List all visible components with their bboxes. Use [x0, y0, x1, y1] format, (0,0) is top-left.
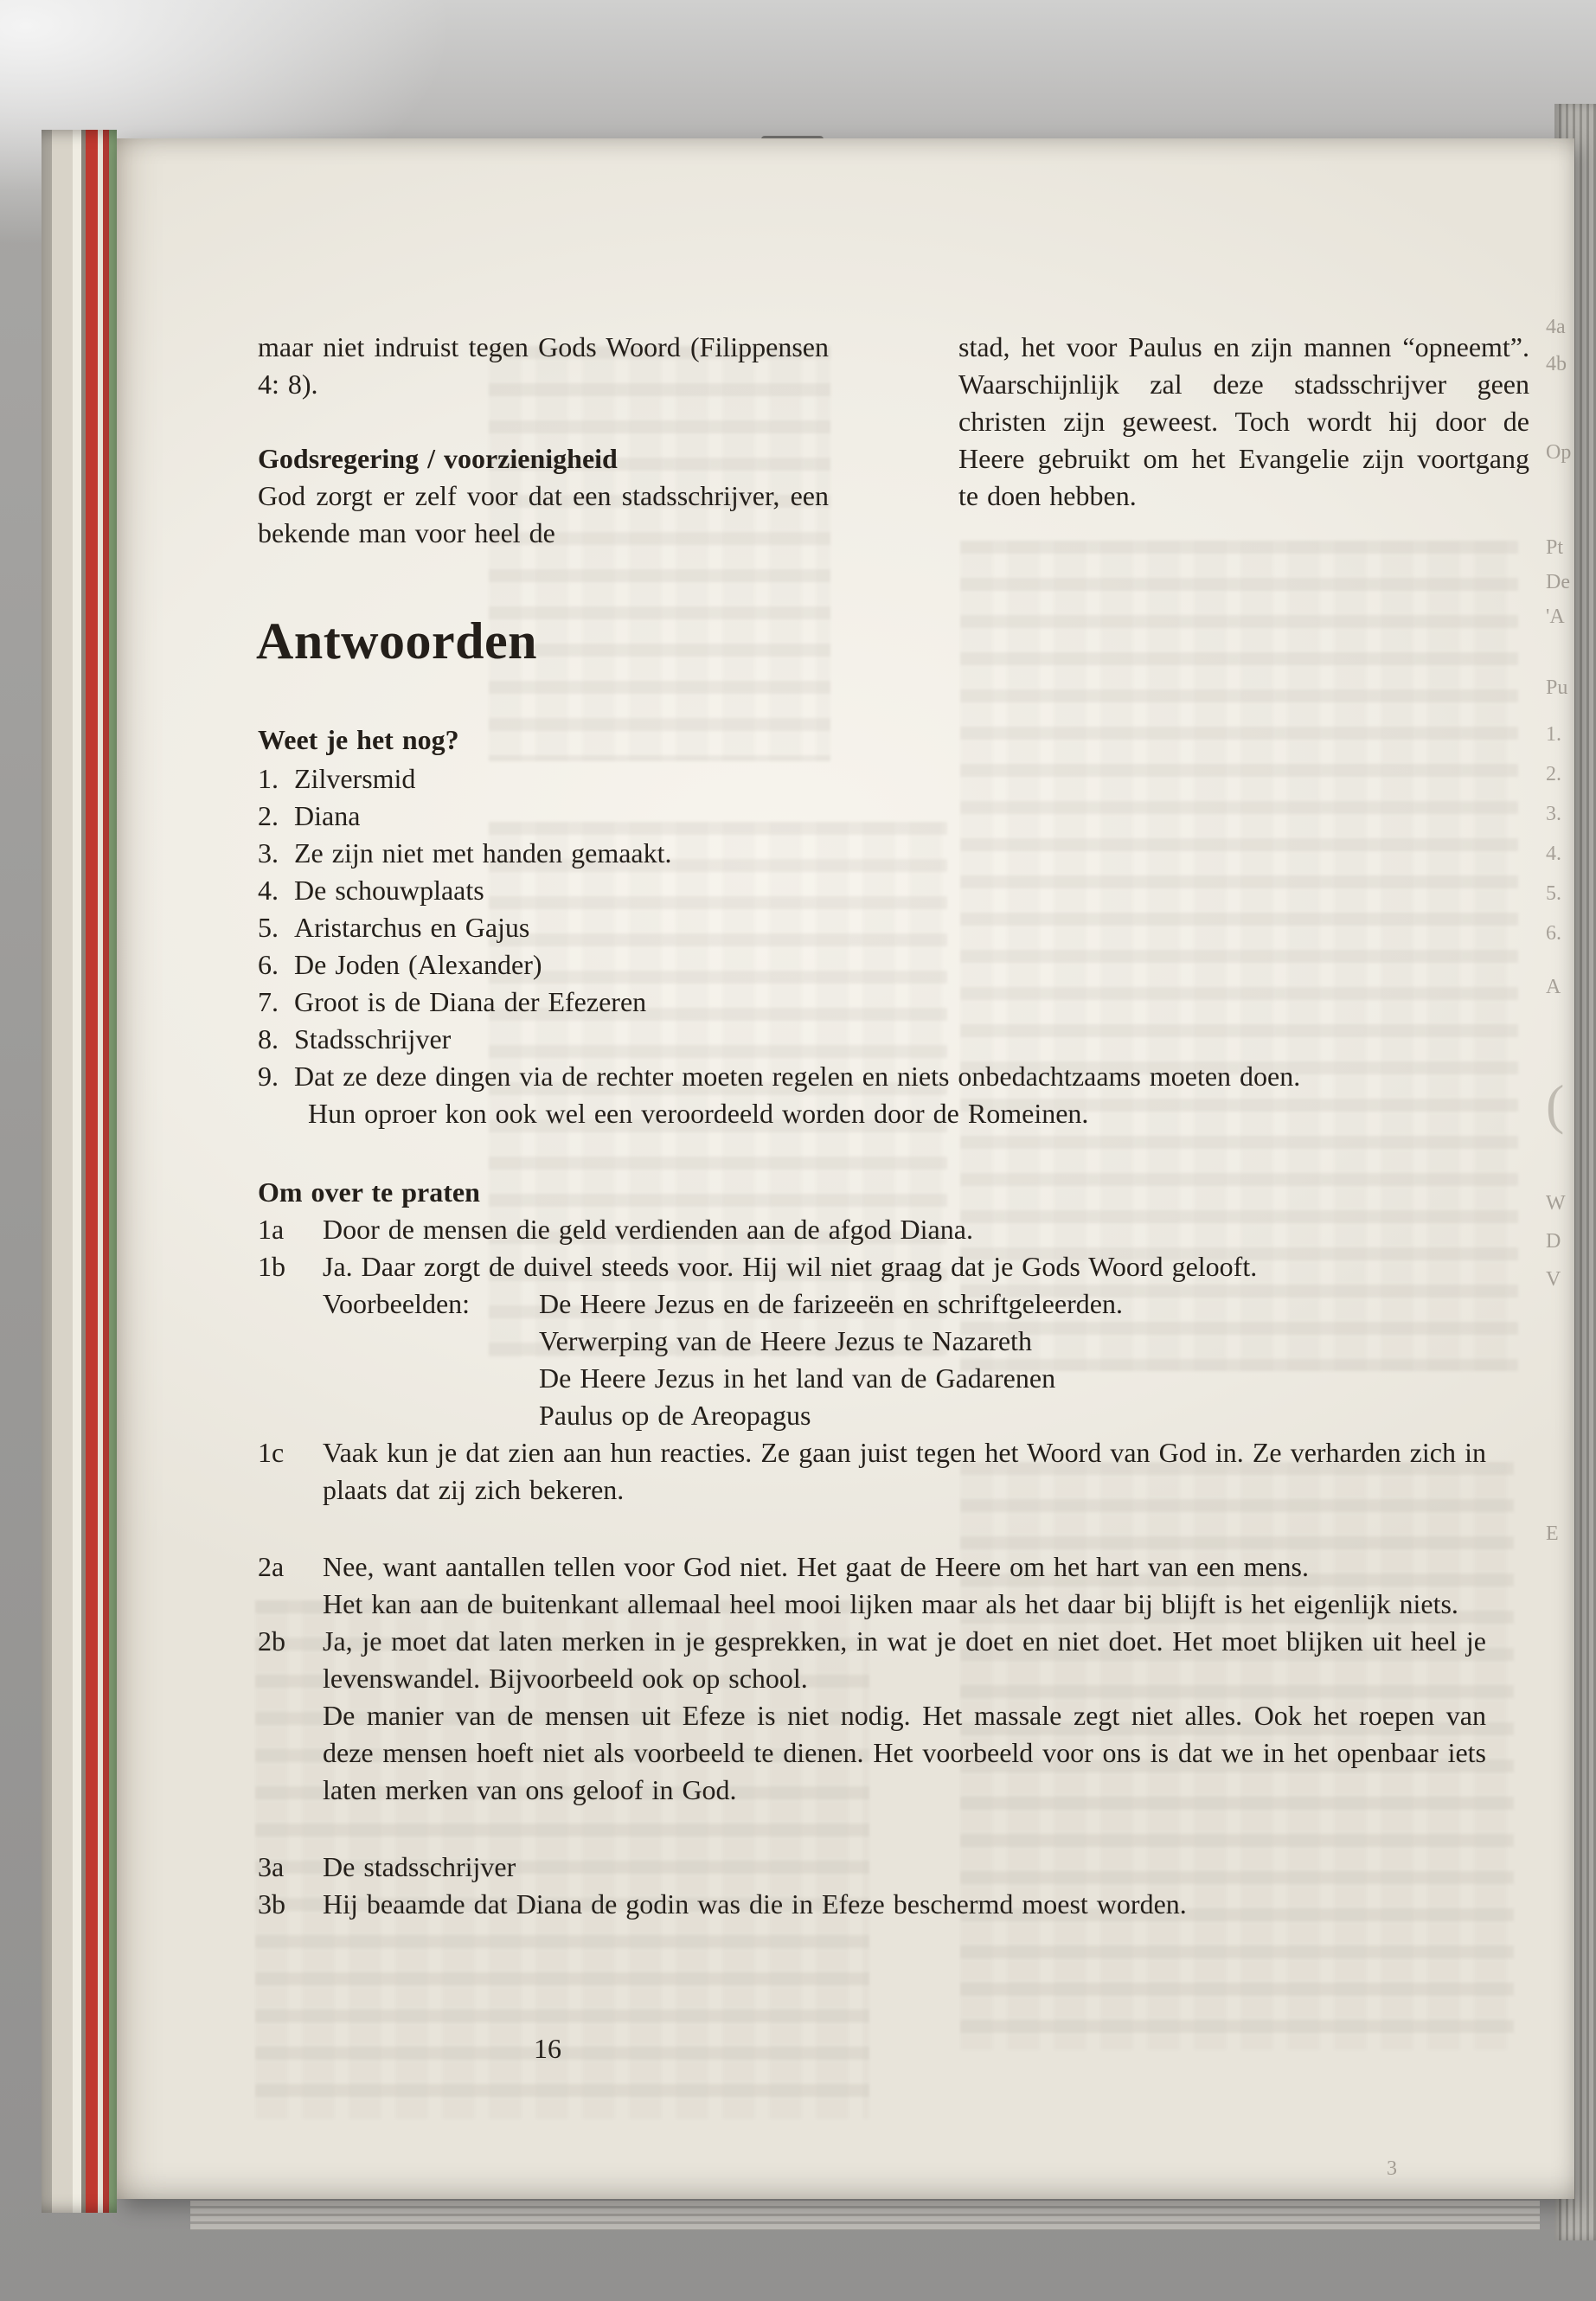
list-item: [258, 1021, 1529, 1058]
list-text: Dat ze deze dingen via de rechter moeten regelen en niets onbedachtzaams moeten doen.: [294, 1061, 1301, 1092]
page-content: [258, 329, 1529, 1923]
list-item: [258, 909, 1529, 946]
qa-body: [323, 1886, 1486, 1923]
qa-item: [258, 1849, 1529, 1886]
margin-mark: D: [1546, 1230, 1561, 1253]
list-text: Ze zijn niet met handen gemaakt.: [294, 837, 672, 868]
list-item: [258, 798, 1529, 835]
list-text: Aristarchus en Gajus: [294, 912, 530, 943]
list-number: 8.: [258, 1023, 279, 1054]
qa-label: 3b: [258, 1888, 285, 1920]
qa-body: [323, 1211, 1486, 1248]
examples-label: Voorbeelden:: [323, 1288, 471, 1319]
qa-item: [258, 1886, 1529, 1923]
margin-mark: 3.: [1546, 803, 1561, 825]
qa-label: 2b: [258, 1625, 285, 1657]
qa-label: 3a: [258, 1851, 285, 1882]
list-number: 2.: [258, 800, 279, 831]
list-item: [258, 872, 1529, 909]
qa-item: [258, 1211, 1529, 1248]
list-item: [258, 1058, 1529, 1095]
list-number: 6.: [258, 949, 279, 980]
book-spine: [42, 130, 117, 2213]
qa-body: [323, 1434, 1486, 1509]
margin-mark: A: [1546, 976, 1561, 998]
note-paragraph: Hun oproer kon ook wel een veroordeeld worden door de Romeinen.: [308, 1098, 1089, 1129]
qa-body: [323, 1623, 1486, 1809]
qa-item: [258, 1623, 1529, 1809]
example-line: Verwerping van de Heere Jezus te Nazareth: [539, 1325, 1032, 1356]
paragraph: Vaak kun je dat zien aan hun reacties. Ze gaan juist tegen het Woord van God in. Ze verharden zich in plaats dat zij zich bekeren.: [323, 1437, 1486, 1505]
margin-mark: E: [1546, 1522, 1559, 1545]
sub-heading: Godsregering / voorzienigheid: [258, 443, 618, 474]
list-number: 1.: [258, 763, 279, 794]
paragraph: Het kan aan de buitenkant allemaal heel mooi lijken maar als het daar bij blijft is het eigenlijk niets.: [323, 1588, 1458, 1619]
top-columns: [258, 329, 1529, 552]
margin-mark: 1.: [1546, 723, 1561, 746]
list-text: Diana: [294, 800, 361, 831]
qa-body: [323, 1248, 1486, 1434]
list-number: 7.: [258, 986, 279, 1017]
margin-mark: 2.: [1546, 763, 1561, 785]
paragraph: De manier van de mensen uit Efeze is niet nodig. Het massale zegt niet alles. Ook het roepen van deze mensen hoeft niet als voorbeeld te dienen. Het voorbeeld voor ons is dat we in het openbaar iets laten merken van ons geloof in God.: [323, 1700, 1486, 1805]
list-item: [258, 835, 1529, 872]
paragraph: Ja. Daar zorgt de duivel steeds voor. Hij wil niet graag dat je Gods Woord gelooft.: [323, 1251, 1258, 1282]
paragraph: God zorgt er zelf voor dat een stadsschrijver, een bekende man voor heel de: [258, 480, 829, 548]
section-heading-weet: Weet je het nog?: [258, 724, 459, 755]
margin-mark: Op: [1546, 441, 1572, 464]
list-text: De Joden (Alexander): [294, 949, 542, 980]
list-item: [258, 760, 1529, 798]
examples-block: [323, 1285, 1486, 1434]
paragraph: stad, het voor Paulus en zijn mannen “opneemt”. Waarschijnlijk zal deze stadsschrijver geen christen zijn geweest. Toch wordt hij door de Heere gebruikt om het Evangelie zijn voortgang te doen hebben.: [958, 331, 1529, 511]
qa-body: [323, 1548, 1486, 1623]
paragraph: maar niet indruist tegen Gods Woord (Filippensen 4: 8).: [258, 331, 829, 400]
page-number: 16: [534, 2033, 561, 2064]
margin-mark: 6.: [1546, 922, 1561, 945]
margin-mark: De: [1546, 571, 1570, 593]
answers-list: [258, 760, 1529, 1095]
qa-label: 2a: [258, 1551, 285, 1582]
page-stack-bottom: [190, 2201, 1540, 2230]
margin-mark: 'A: [1546, 606, 1565, 628]
list-item: [258, 984, 1529, 1021]
list-text: De schouwplaats: [294, 875, 484, 906]
margin-mark: Pt: [1546, 536, 1564, 559]
list-number: 9.: [258, 1061, 279, 1092]
qa-item: [258, 1434, 1529, 1509]
margin-mark: 4a: [1546, 316, 1566, 338]
margin-mark: 3: [1387, 2157, 1397, 2180]
section-heading-praten: Om over te praten: [258, 1176, 480, 1208]
examples-lines: [539, 1285, 1486, 1434]
paragraph: De stadsschrijver: [323, 1851, 516, 1882]
main-heading: Antwoorden: [256, 612, 538, 670]
example-line: De Heere Jezus in het land van de Gadarenen: [539, 1362, 1056, 1394]
margin-mark: 4b: [1546, 353, 1567, 375]
qa-body: [323, 1849, 1486, 1886]
margin-mark: (: [1546, 1074, 1565, 1135]
list-text: Groot is de Diana der Efezeren: [294, 986, 647, 1017]
top-right-column: [958, 329, 1529, 552]
qa-item: [258, 1548, 1529, 1623]
qa-label: 1a: [258, 1214, 285, 1245]
margin-mark: 5.: [1546, 882, 1561, 905]
qa-item: [258, 1248, 1529, 1434]
paragraph: Hij beaamde dat Diana de godin was die in Efeze beschermd moest worden.: [323, 1888, 1187, 1920]
margin-mark: 4.: [1546, 843, 1561, 865]
paragraph: Ja, je moet dat laten merken in je gesprekken, in wat je doet en niet doet. Het moet blijken uit heel je levenswandel. Bijvoorbeeld ook op school.: [323, 1625, 1486, 1694]
paragraph: Nee, want aantallen tellen voor God niet. Het gaat de Heere om het hart van een mens.: [323, 1551, 1309, 1582]
margin-mark: Pu: [1546, 676, 1568, 699]
margin-mark: W: [1546, 1192, 1566, 1215]
qa-label: 1b: [258, 1251, 285, 1282]
list-number: 3.: [258, 837, 279, 868]
example-line: De Heere Jezus en de farizeeën en schriftgeleerden.: [539, 1288, 1123, 1319]
list-number: 5.: [258, 912, 279, 943]
book-page: [117, 138, 1574, 2199]
list-number: 4.: [258, 875, 279, 906]
list-item: [258, 946, 1529, 984]
margin-mark: V: [1546, 1268, 1561, 1291]
example-line: Paulus op de Areopagus: [539, 1400, 811, 1431]
qa-label: 1c: [258, 1437, 285, 1468]
list-text: Stadsschrijver: [294, 1023, 452, 1054]
paragraph: Door de mensen die geld verdienden aan de afgod Diana.: [323, 1214, 973, 1245]
list-text: Zilversmid: [294, 763, 416, 794]
top-left-column: [258, 329, 829, 552]
